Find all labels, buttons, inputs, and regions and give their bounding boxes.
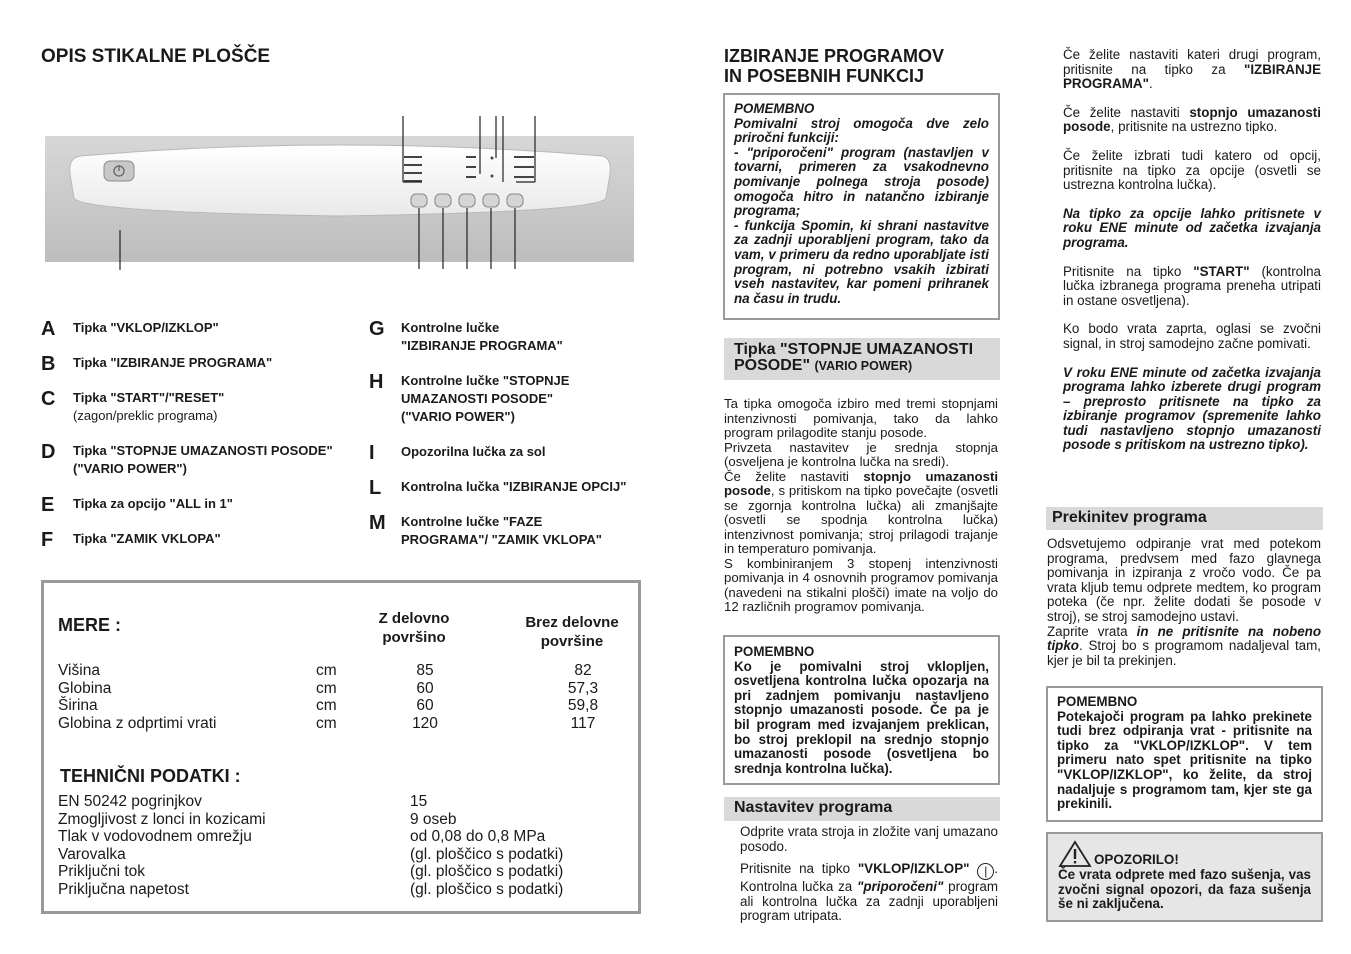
- measures-title: MERE :: [58, 615, 121, 635]
- table-row: Globina z odprtimi vrati cm 120 117: [58, 714, 596, 732]
- legend-item: G Kontrolne lučke "IZBIRANJE PROGRAMA": [369, 318, 563, 353]
- table-row: Širina cm 60 59,8: [58, 697, 599, 715]
- legend-item: M Kontrolne lučke "FAZE PROGRAMA"/ "ZAMIK VKLOPA": [369, 512, 602, 547]
- vario-heading: Tipka "STOPNJE UMAZANOSTI POSODE" (VARIO POWER): [724, 338, 1000, 380]
- important-note: POMEMBNO Ko je pomivalni stroj vklopljen, osvetljena kontrolna lučka opozarja na pri zadnjem pomivanju nastavljeno stopnjo umazanosti posode. Če pa je bil program med izvajanjem preklican, bo stroj preklopil na srednjo stopnjo umazanosti posode (osvetljena bo srednja kontrolna lučka).: [723, 635, 1000, 785]
- legend-item: H Kontrolne lučke "STOPNJE UMAZANOSTI POSODE" ("VARIO POWER"): [369, 371, 570, 424]
- tech-title: TEHNIČNI PODATKI :: [60, 766, 241, 786]
- warning-icon: [1058, 840, 1092, 868]
- table-row: Tlak v vodovodnem omrežju od 0,08 do 0,8 MPa: [58, 828, 546, 846]
- legend-item: F Tipka "ZAMIK VKLOPA": [41, 529, 221, 551]
- vario-body: Ta tipka omogoča izbiro med tremi stopnjami intenzivnosti pomivanja, tako da lahko program prilagodite stanju posode. Privzeta nastavitev je srednja stopnja (osveljena je kontrolna lučka na sredi). Če želite nastaviti stopnjo umazanosti posode, s pritiskom na tipko povečajte (osvetli se zgornja kontrolna lučka) ali zmanjšajte (osvetli se spodnja kontrolna lučka) intenzivnost pomivanja; stroj prilagodi trajanje in temperaturo pomivanja. S kombiniranjem 3 stopenj intenzivnosti pomivanja in 4 osnovnih programov pomivanja (navedeni na stikalni plošči) imate na voljo do 12 različnih programov pomivanja.: [724, 396, 998, 614]
- legend-item: B Tipka "IZBIRANJE PROGRAMA": [41, 353, 273, 375]
- col-header-without-worktop: Brez delovne površine: [525, 614, 619, 650]
- table-row: Globina cm 60 57,3: [58, 679, 599, 697]
- important-note: POMEMBNO Potekajoči program pa lahko prekinete tudi brez odpiranja vrat - pritisnite na tipko za "VKLOP/IZKLOP". V tem primeru nato spet pritisnite na tipko "VKLOP/IZKLOP", ko želite, da stroj nadaljuje s programom tam, kjer ste ga prekinili.: [1046, 686, 1323, 822]
- table-row: Zmogljivost z lonci in kozicami 9 oseb: [58, 810, 457, 828]
- legend-item: L Kontrolna lučka "IZBIRANJE OPCIJ": [369, 477, 627, 499]
- legend-item: A Tipka "VKLOP/IZKLOP": [41, 318, 219, 340]
- setting-heading: Nastavitev programa: [724, 797, 1000, 821]
- power-icon: |: [977, 863, 994, 880]
- table-row: Priključni tok (gl. ploščico s podatki): [58, 863, 564, 881]
- tech-table: [58, 793, 638, 899]
- measures-table: [58, 662, 638, 732]
- right-body: Če želite nastaviti kateri drugi program, pritisnite na tipko za "IZBIRANJE PROGRAMA". Če želite nastaviti stopnjo umazanosti posode, pritisnite na ustrezno tipko. Če želite izbrati tudi katero od opcij, pritisnite na tipko za opcije (osvetli se ustrezna kontrolna lučka). Na tipko za opcije lahko pritisnete v roku ENE minute od začetka izvajanja programa. Pritisnite na tipko "START" (kontrolna lučka izbranega programa preneha utripati in ostane osvetljena). Ko bodo vrata zaprta, oglasi se zvočni signal, in stroj samodejno začne pomivati. V roku ENE minute od začetka izvajanja programa lahko izberete drugi program – preprosto pritisnete na tipko za izbiranje programov (spremenite lahko tudi nastavljeno stopnjo umazanosti posode s pritiskom na ustrezno tipko).: [1063, 47, 1322, 453]
- important-note: POMEMBNO Pomivalni stroj omogoča dve zelo priročni funkciji: - "priporočeni" program (nastavljen v tovarni, primeren za vsakodnevno pomivanje polnega stroja posode) omogoča hitro in natančno izbiranje programa; - funkcija Spomin, ki shrani nastavitve za zadnji uporabljeni program, tako da vam, v primeru da redno uporabljate isti program, ni potrebno vsakih izbirati vseh nastavitev, kar pomeni prihranek na času in trudu.: [723, 93, 1000, 320]
- legend-item: E Tipka za opcijo "ALL in 1": [41, 494, 233, 516]
- legend-item: D Tipka "STOPNJE UMAZANOSTI POSODE" ("VARIO POWER"): [41, 441, 333, 476]
- legend-item: C Tipka "START"/"RESET" (zagon/preklic programa): [41, 388, 225, 423]
- col-header-with-worktop: Z delovno površino: [378, 610, 450, 646]
- setting-body: Odprite vrata stroja in zložite vanj umazano posodo. Pritisnite na tipko "VKLOP/IZKLOP" | . Kontrolna lučka za "priporočeni" program ali kontrolna lučka za zadnji uporabljeni program utripata.: [740, 824, 998, 924]
- table-row: EN 50242 pogrinjkov 15: [58, 793, 428, 810]
- legend-item: I Opozorilna lučka za sol: [369, 442, 546, 464]
- page-title: IZBIRANJE PROGRAMOV IN POSEBNIH FUNKCIJ: [724, 46, 945, 86]
- specs-box: [41, 580, 641, 914]
- section-title: OPIS STIKALNE PLOŠČE: [41, 46, 271, 67]
- table-row: Varovalka (gl. ploščico s podatki): [58, 845, 564, 863]
- interrupt-body: Odsvetujemo odpiranje vrat med potekom programa, predvsem med fazo glavnega pomivanja in izpiranja z vročo vodo. Če pa vrata kljub temu odprete medtem, ko program poteka (če npr. želite dodati še posode v stroj), se stroj samodejno ustavi. Zaprite vrata in ne pritisnite na nobeno tipko. Stroj bo s programom nadaljeval tam, kjer je bil ta prekinjen.: [1047, 536, 1321, 668]
- table-row: Priključna napetost (gl. ploščico s podatki): [58, 880, 564, 898]
- interrupt-heading: Prekinitev programa: [1046, 507, 1323, 530]
- power-button-icon: [104, 161, 134, 181]
- control-panel-illustration: [40, 112, 640, 277]
- warning-box: OPOZORILO! Če vrata odprete med fazo sušenja, vas zvočni signal opozori, da faza sušenja še ni zaključena.: [1046, 832, 1323, 922]
- table-row: Višina cm 85 82: [58, 662, 592, 679]
